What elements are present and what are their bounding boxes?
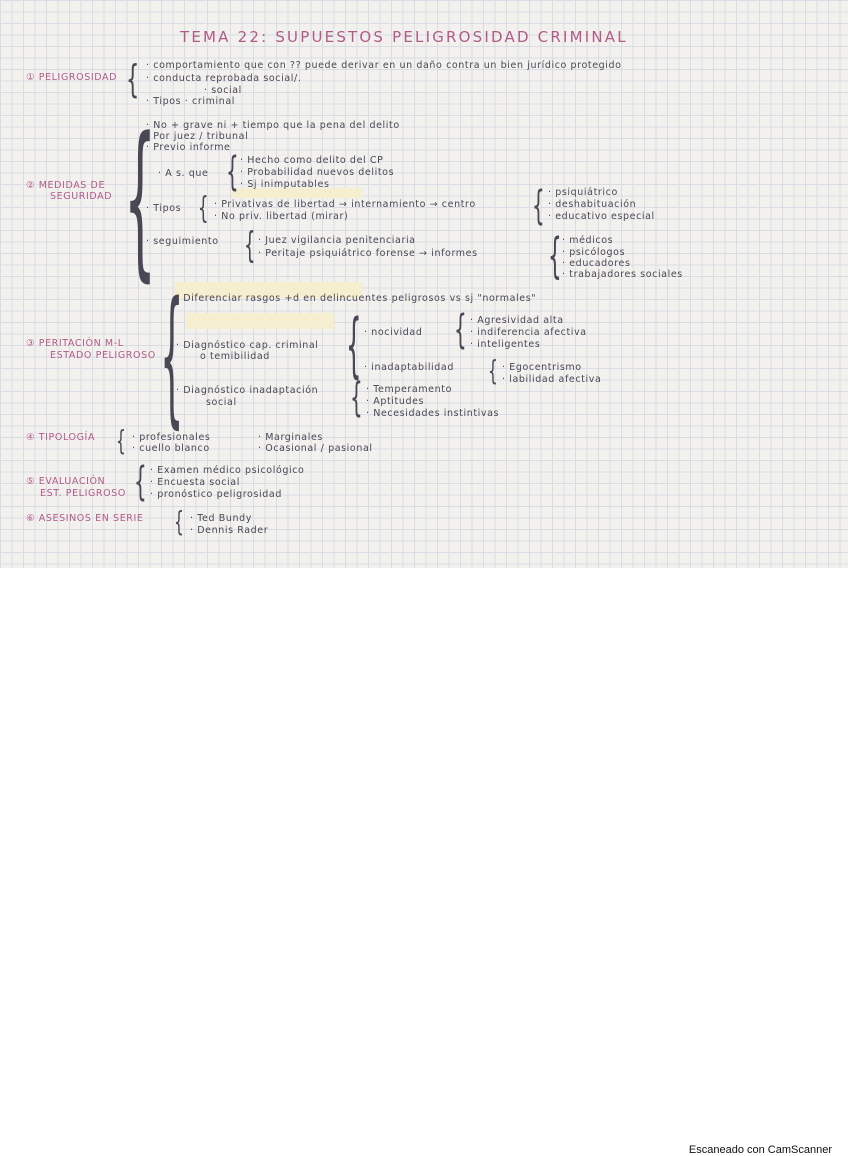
list-item: · Juez vigilancia penitenciaria bbox=[258, 235, 416, 246]
list-item: · labilidad afectiva bbox=[502, 374, 602, 385]
section-3-heading: ③ PERITACIÓN M-L bbox=[26, 338, 124, 349]
brace-icon: { bbox=[548, 228, 562, 284]
list-item: · educadores bbox=[562, 258, 631, 269]
notebook-page bbox=[0, 0, 848, 568]
list-item: · Probabilidad nuevos delitos bbox=[240, 167, 395, 178]
section-5-heading: ⑤ EVALUACIÓN bbox=[26, 476, 106, 487]
list-item: · Encuesta social bbox=[150, 477, 240, 488]
list-item: · cuello blanco bbox=[132, 443, 210, 454]
page-title: TEMA 22: SUPUESTOS PELIGROSIDAD CRIMINAL bbox=[180, 28, 628, 46]
list-item: o temibilidad bbox=[200, 351, 270, 362]
section-2-heading: ② MEDIDAS DE bbox=[26, 180, 106, 191]
brace-icon: { bbox=[160, 270, 184, 442]
list-item: · profesionales bbox=[132, 432, 211, 443]
list-item: · trabajadores sociales bbox=[562, 269, 683, 280]
brace-icon: { bbox=[350, 375, 363, 421]
list-item: · No + grave ni + tiempo que la pena del delito bbox=[146, 120, 400, 131]
brace-icon: { bbox=[134, 459, 147, 505]
section-2-heading: SEGURIDAD bbox=[50, 191, 113, 202]
list-item: · comportamiento que con ?? puede derivar en un daño contra un bien jurídico protegido bbox=[146, 60, 622, 71]
list-item: · Por juez / tribunal bbox=[146, 131, 249, 142]
list-item: · nocividad bbox=[364, 327, 423, 338]
list-item: · Hecho como delito del CP bbox=[240, 155, 384, 166]
list-item: · pronóstico peligrosidad bbox=[150, 489, 282, 500]
list-item: · inadaptabilidad bbox=[364, 362, 454, 373]
list-item: · Necesidades instintivas bbox=[366, 408, 500, 419]
list-item: · educativo especial bbox=[548, 211, 655, 222]
brace-icon: { bbox=[116, 424, 126, 457]
highlight-mark bbox=[186, 313, 334, 329]
list-item: · Ted Bundy bbox=[190, 513, 252, 524]
list-item: · Tipos · criminal bbox=[146, 96, 235, 107]
section-4-heading: ④ TIPOLOGÍA bbox=[26, 432, 96, 443]
brace-icon: { bbox=[174, 505, 184, 538]
list-item: · Privativas de libertad → internamiento → centro bbox=[214, 199, 476, 210]
brace-icon: { bbox=[126, 57, 140, 101]
brace-icon: { bbox=[244, 225, 256, 266]
list-item: · Agresividad alta bbox=[470, 315, 564, 326]
list-item: · Previo informe bbox=[146, 142, 231, 153]
list-item: · Examen médico psicológico bbox=[150, 465, 305, 476]
list-item: · Diagnóstico inadaptación bbox=[176, 385, 319, 396]
list-item: · psiquiátrico bbox=[548, 187, 618, 198]
list-item: · Peritaje psiquiátrico forense → informes bbox=[258, 248, 478, 259]
brace-icon: { bbox=[488, 354, 498, 387]
list-item: · conducta reprobada social/. bbox=[146, 73, 302, 84]
list-item: · A s. que bbox=[158, 168, 209, 179]
list-item: · inteligentes bbox=[470, 339, 541, 350]
list-item: · No priv. libertad (mirar) bbox=[214, 211, 349, 222]
brace-icon: { bbox=[198, 191, 209, 226]
brace-icon: { bbox=[532, 183, 545, 229]
brace-icon: { bbox=[124, 101, 157, 297]
list-item: · Dennis Rader bbox=[190, 525, 269, 536]
brace-icon: { bbox=[226, 149, 239, 195]
list-item: · social bbox=[204, 85, 242, 96]
section-5-heading: EST. PELIGROSO bbox=[40, 488, 126, 499]
list-item: · psicólogos bbox=[562, 247, 626, 258]
list-item: · Diagnóstico cap. criminal bbox=[176, 340, 319, 351]
list-item: social bbox=[206, 397, 237, 408]
section-6-heading: ⑥ ASESINOS EN SERIE bbox=[26, 513, 144, 524]
list-item: · Egocentrismo bbox=[502, 362, 582, 373]
list-item: · Ocasional / pasional bbox=[258, 443, 373, 454]
section-3-heading: ESTADO PELIGROSO bbox=[50, 350, 156, 361]
list-item: · Diferenciar rasgos +d en delincuentes peligrosos vs sj "normales" bbox=[176, 293, 537, 304]
list-item: · Sj inimputables bbox=[240, 179, 330, 190]
scanner-footer bbox=[0, 568, 848, 1156]
list-item: · médicos bbox=[562, 235, 614, 246]
list-item: · seguimiento bbox=[146, 236, 219, 247]
list-item: · deshabituación bbox=[548, 199, 637, 210]
list-item: · Temperamento bbox=[366, 384, 452, 395]
list-item: · Tipos bbox=[146, 203, 182, 214]
list-item: · Marginales bbox=[258, 432, 323, 443]
scanner-watermark: Escaneado con CamScanner bbox=[688, 1144, 832, 1156]
list-item: · indiferencia afectiva bbox=[470, 327, 587, 338]
brace-icon: { bbox=[346, 304, 362, 386]
list-item: · Aptitudes bbox=[366, 396, 425, 407]
section-1-heading: ① PELIGROSIDAD bbox=[26, 72, 117, 83]
brace-icon: { bbox=[454, 307, 467, 353]
